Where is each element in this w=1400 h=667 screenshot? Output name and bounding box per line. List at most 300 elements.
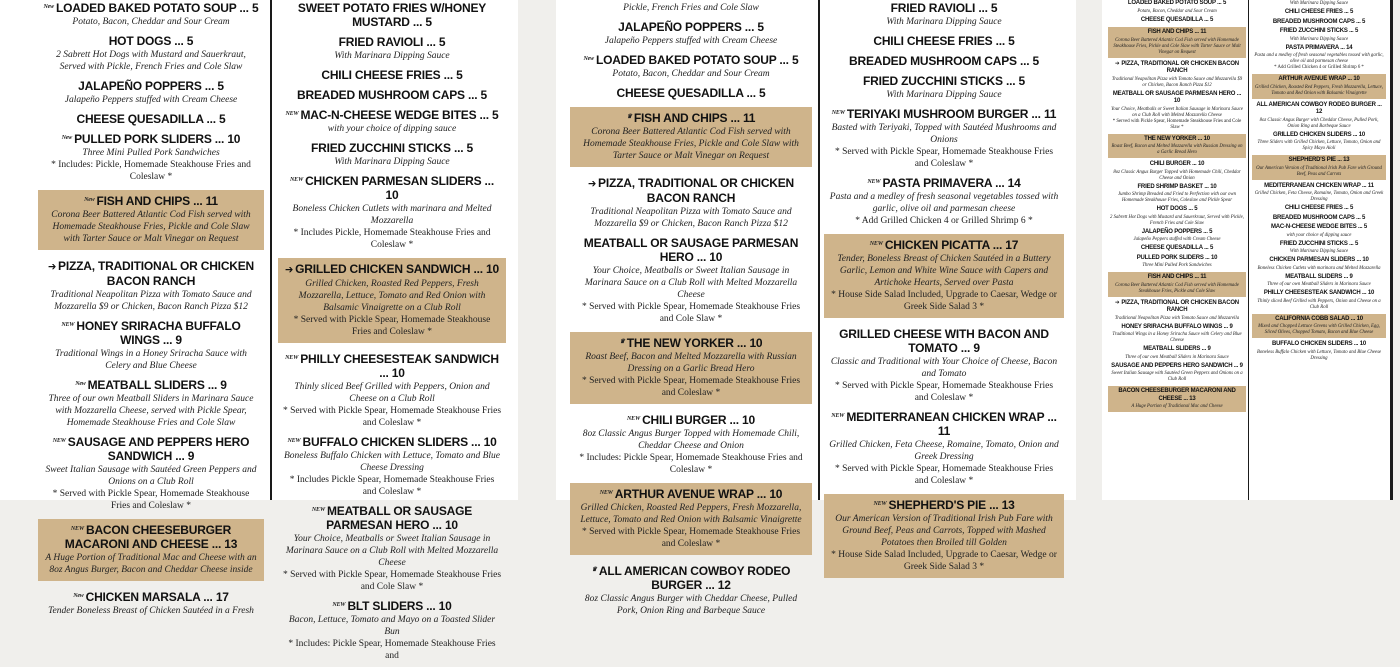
item-title	[42, 112, 260, 126]
item-title	[1111, 29, 1243, 37]
item-name-price: PIZZA, TRADITIONAL OR CHICKEN BACON RANCH	[1121, 60, 1239, 74]
item-description: Grilled Chicken, Roasted Red Peppers, Fresh Mozzarella, Lettuce, Tomato and Red Onion with Balsamic Vinaigrette	[580, 503, 802, 525]
item-description: Thinly sliced Beef Grilled with Peppers, Onion and Cheese on a Club Roll	[294, 382, 490, 404]
item-description: 2 Sabrett Hot Dogs with Mustard and Sauerkraut, Served with Pickle, French Fries and Cole Slaw	[56, 50, 246, 72]
item-name-price: JALAPEÑO POPPERS ... 5	[78, 79, 224, 93]
menu-item	[1252, 290, 1386, 311]
featured-menu-item	[824, 494, 1064, 578]
item-name-price: FISH AND CHIPS ... 11	[633, 111, 756, 125]
item-name-price: PULLED PORK SLIDERS ... 10	[74, 132, 241, 146]
item-description: with your choice of dipping sauce	[1286, 232, 1352, 238]
menu-item	[1108, 363, 1246, 384]
item-title	[1110, 0, 1244, 8]
item-note: * Served with Pickle Spear, Homemade Steakhouse Fries and Coleslaw *	[282, 406, 502, 428]
menu-item	[38, 318, 264, 373]
item-note: * House Side Salad Included, Upgrade to Caesar, Wedge or Greek Side Salad 3 *	[831, 550, 1057, 572]
menu-item	[1252, 132, 1386, 153]
menu-item	[278, 87, 506, 103]
item-description: Mixed and Chopped Lettuce Greens with Grilled Chicken, Egg, Sliced Olives, Chopped Tomato, Bacon and Blue Cheese	[1258, 324, 1380, 335]
item-title	[42, 132, 260, 146]
featured-menu-item	[570, 107, 812, 167]
item-title	[1254, 205, 1384, 213]
menu-item	[824, 106, 1064, 171]
item-title	[282, 599, 502, 613]
menu-item	[38, 377, 264, 430]
menu-item	[1108, 255, 1246, 270]
menu-item	[1252, 257, 1386, 272]
column-divider	[1248, 0, 1249, 500]
item-title	[282, 88, 502, 102]
item-name-price: LOADED BAKED POTATO SOUP ... 5	[1127, 0, 1227, 6]
item-title	[828, 34, 1060, 48]
item-name-price: LOADED BAKED POTATO SOUP ... 5	[55, 1, 259, 15]
arrow-icon: ➔	[285, 264, 294, 276]
item-title	[282, 504, 502, 532]
menu-item	[570, 563, 812, 618]
new-badge: NEW	[290, 177, 304, 183]
menu-column	[1252, 0, 1386, 364]
item-title	[42, 435, 260, 463]
item-title	[1110, 91, 1244, 106]
item-title	[1255, 76, 1383, 84]
menu-item	[1252, 9, 1386, 17]
item-name-price: SHEPHERD'S PIE ... 13	[888, 498, 1015, 512]
menu-item	[1108, 17, 1246, 25]
new-badge: NEW	[599, 490, 613, 496]
menu-item	[1252, 341, 1386, 362]
item-name-price: MAC-N-CHEESE WEDGE BITES ... 5	[300, 108, 499, 122]
new-badge: NEW	[873, 501, 887, 507]
item-name-price: CHICKEN PARMESAN SLIDERS ... 10	[1269, 257, 1369, 263]
menu-item	[824, 53, 1064, 69]
menu-panel-left	[0, 0, 518, 661]
menu-item	[1108, 245, 1246, 253]
item-name-price: HOT DOGS ... 5	[1156, 206, 1198, 212]
item-name-price: THE NEW YORKER ... 10	[626, 336, 763, 350]
menu-item	[278, 173, 506, 252]
item-name-price: FISH AND CHIPS ... 11	[96, 194, 218, 208]
menu-item	[570, 175, 812, 231]
menu-item	[570, 85, 812, 101]
item-description: Pasta and a medley of fresh seasonal vegetables tossed with garlic, olive oil and parmesan cheese	[829, 192, 1059, 214]
menu-item	[38, 78, 264, 107]
item-name-price: CHILI CHEESE FRIES ... 5	[873, 34, 1015, 48]
item-description: Traditional Wings in a Honey Sriracha Sauce with Celery and Blue Cheese	[55, 349, 247, 371]
item-name-price: CHEESE QUESADILLA ... 5	[76, 112, 226, 126]
item-name-price: HOT DOGS ... 5	[108, 34, 194, 48]
item-description: Traditional Neapolitan Pizza with Tomato Sauce and Mozzarella $9 or Chicken, Bacon Ranch Pizza $12	[590, 207, 792, 229]
item-description: Potato, Bacon, Cheddar and Sour Cream	[72, 17, 230, 27]
featured-menu-item	[1252, 314, 1386, 339]
item-name-price: CHICKEN MARSALA ... 17	[85, 590, 229, 604]
item-note: * Includes: Pickle Spear, Homemade Steakhouse Fries and	[288, 639, 496, 661]
menu-item	[824, 0, 1064, 29]
menu-column	[38, 0, 264, 622]
menu-item	[38, 258, 264, 314]
item-description: Your Choice, Meatballs or Sweet Italian Sausage in Marinara Sauce on a Club Roll with Melted Mozzarella Cheese	[1111, 106, 1243, 118]
item-description: With Marinara Dipping Sauce	[334, 51, 450, 61]
item-description: Your Choice, Meatballs or Sweet Italian Sausage in Marinara Sauce on a Club Roll with Melted Mozzarella Cheese	[285, 534, 499, 568]
item-description: Traditional Neapolitan Pizza with Tomato Sauce and Mozzarella $9 or Chicken, Bacon Ranch Pizza $12	[50, 290, 252, 312]
item-name-price: CHICKEN PARMESAN SLIDERS ... 10	[305, 174, 494, 202]
item-title	[282, 435, 502, 449]
item-description: With Marinara Dipping Sauce	[886, 90, 1002, 100]
item-title	[1110, 161, 1244, 169]
menu-item	[38, 589, 264, 618]
item-description: Pickle, French Fries and Cole Slaw	[623, 3, 759, 13]
item-description: Boneless Chicken Cutlets with marinara and Melted Mozzarella	[1257, 265, 1381, 271]
item-description: 8oz Classic Angus Burger with Cheddar Cheese, Pulled Pork, Onion Ring and Barbeque Sauce	[1259, 117, 1379, 129]
item-title	[42, 1, 260, 15]
item-description: Roast Beef, Bacon and Melted Mozzarella with Russian Dressing on a Garlic Bread Hero	[585, 352, 797, 374]
item-title	[1110, 245, 1244, 253]
item-title	[1255, 157, 1383, 165]
item-name-price: CHILI CHEESE FRIES ... 5	[1284, 205, 1354, 211]
item-name-price: ARTHUR AVENUE WRAP ... 10	[614, 487, 783, 501]
item-title	[574, 86, 808, 100]
menu-item	[278, 598, 506, 663]
new-badge: NEW	[867, 179, 881, 185]
item-note: * Served with Pickle Spear, Homemade Steakhouse Fries and Coleslaw *	[834, 464, 1054, 486]
item-note: * Served with Pickle Spear, Homemade Steakhouse Fries and Cole Slaw *	[1112, 118, 1242, 130]
item-title	[1254, 274, 1384, 282]
item-title	[44, 194, 258, 208]
item-name-price: MEDITERRANEAN CHICKEN WRAP ... 11	[846, 410, 1057, 438]
menu-item	[1252, 205, 1386, 213]
item-title	[44, 523, 258, 551]
menu-item	[824, 175, 1064, 228]
menu-item	[1252, 274, 1386, 289]
item-name-price: FRIED ZUCCHINI STICKS ... 5	[311, 141, 473, 155]
item-description: Three of our own Meatball Sliders in Marinara Sauce	[1125, 354, 1229, 360]
item-description: Three Sliders with Grilled Chicken, Lettuce, Tomato, Onion and Spicy Mayo Aioli	[1257, 140, 1381, 151]
new-badge: NEW	[311, 507, 325, 513]
item-name-price: MEATBALL SLIDERS ... 9	[87, 378, 227, 392]
item-name-price: FRIED RAVIOLI ... 5	[338, 35, 446, 49]
item-title	[828, 176, 1060, 190]
item-name-price: BLT SLIDERS ... 10	[347, 599, 452, 613]
featured-menu-item	[1108, 386, 1246, 412]
new-badge: NEW	[287, 438, 301, 444]
menu-item	[38, 131, 264, 184]
item-description: Traditional Wings in a Honey Sriracha Sauce with Celery and Blue Cheese	[1112, 332, 1242, 343]
item-description: 8oz Classic Angus Burger Topped with Homemade Chili, Cheddar Cheese and Onion	[582, 429, 800, 451]
new-badge: NEW	[831, 110, 845, 116]
item-description: Traditional Neapolitan Pizza with Tomato Sauce and Mozzarella	[1114, 315, 1240, 321]
item-title	[1110, 206, 1244, 214]
new-badge: NEW	[869, 241, 883, 247]
item-title	[42, 79, 260, 93]
menu-item	[278, 351, 506, 430]
item-title	[282, 35, 502, 49]
item-title	[1254, 19, 1384, 27]
item-name-price: JALAPEÑO POPPERS ... 5	[1141, 228, 1213, 235]
item-note: * Served with Pickle Spear, Homemade Steakhouse Fries and Coleslaw *	[581, 376, 801, 398]
menu-item	[38, 111, 264, 127]
new-badge: New	[75, 381, 86, 387]
item-title	[282, 108, 502, 122]
item-description: Traditional Neapolitan Pizza with Tomato Sauce and Mozzarella $9 or Chicken, Bacon Ranch Pizza $12	[1111, 76, 1243, 88]
item-name-price: ALL AMERICAN COWBOY RODEO BURGER ... 12	[1256, 101, 1382, 115]
item-note: * Served with Pickle Spear, Homemade Steakhouse Fries and Coleslaw *	[293, 315, 491, 337]
item-title	[828, 327, 1060, 355]
item-note: * Add Grilled Chicken 4 or Grilled Shrimp 6 *	[855, 216, 1033, 226]
menu-item	[278, 107, 506, 136]
menu-item	[1108, 206, 1246, 227]
item-title	[1254, 290, 1384, 298]
menu-item	[1252, 102, 1386, 130]
item-title	[1254, 224, 1384, 232]
menu-item	[824, 33, 1064, 49]
item-name-price: PHILLY CHEESESTEAK SANDWICH ... 10	[300, 352, 499, 380]
item-title	[282, 141, 502, 155]
item-name-price: FRIED ZUCCHINI STICKS ... 5	[863, 74, 1025, 88]
item-description: Potato, Bacon, Cheddar and Sour Cream	[612, 69, 770, 79]
item-name-price: FRIED RAVIOLI ... 5	[890, 1, 998, 15]
item-name-price: TERIYAKI MUSHROOM BURGER ... 11	[846, 107, 1057, 121]
arrow-icon: ➔	[587, 178, 597, 190]
item-description: with your choice of dipping sauce	[327, 124, 457, 134]
item-description: Roast Beef, Bacon and Melted Mozzarella with Russian Dressing on a Garlic Bread Hero	[1111, 144, 1243, 155]
menu-item	[1108, 91, 1246, 131]
item-title	[282, 174, 502, 202]
item-note: * House Side Salad Included, Upgrade to Caesar, Wedge or Greek Side Salad 3 *	[831, 290, 1057, 312]
item-description: With Marinara Dipping Sauce	[1289, 36, 1349, 42]
item-title	[1110, 255, 1244, 263]
item-name-price: ALL AMERICAN COWBOY RODEO BURGER ... 12	[598, 564, 791, 592]
item-name-price: GRILLED CHEESE WITH BACON AND TOMATO ... 9	[839, 327, 1049, 355]
item-title	[574, 564, 808, 592]
item-description: Three of our own Meatball Sliders in Marinara Sauce with Mozzarella Cheese, served with Pickle Spear, Homemade Steakhouse Fries and Cole Slaw	[48, 394, 254, 428]
item-title	[1254, 241, 1384, 249]
item-description: Boneless Buffalo Chicken with Lettuce, Tomato and Blue Cheese Dressing	[1256, 349, 1382, 361]
item-description: Jumbo Shrimp Breaded and Fried to Perfection with our own Homemade Steakhouse Fries, Coleslaw and Pickle Spear	[1118, 192, 1236, 203]
menu-item	[570, 52, 812, 81]
crown-icon: ♛	[591, 567, 597, 573]
menu-item	[570, 235, 812, 326]
item-title	[42, 34, 260, 48]
featured-menu-item	[38, 519, 264, 581]
item-title	[576, 111, 806, 125]
menu-item	[1252, 224, 1386, 239]
item-description: Pasta and a medley of fresh seasonal vegetables tossed with garlic, olive oil and parmesan cheese	[1254, 53, 1384, 64]
item-name-price: PASTA PRIMAVERA ... 14	[882, 176, 1021, 190]
new-badge: NEW	[332, 602, 346, 608]
new-badge: New	[73, 593, 84, 599]
menu-item	[278, 503, 506, 594]
menu-item	[570, 19, 812, 48]
item-name-price: FISH AND CHIPS ... 11	[1147, 29, 1207, 35]
new-badge: NEW	[285, 355, 299, 361]
menu-item	[278, 34, 506, 63]
item-title	[1254, 215, 1384, 223]
featured-menu-item	[278, 258, 506, 343]
menu-column	[570, 0, 812, 622]
featured-menu-item	[1108, 272, 1246, 297]
featured-menu-item	[1252, 74, 1386, 99]
item-title	[1110, 17, 1244, 25]
item-name-price: ARTHUR AVENUE WRAP ... 10	[1278, 76, 1360, 82]
item-name-price: FRIED SHRIMP BASKET ... 10	[1137, 183, 1217, 190]
item-description: Jalapeño Peppers stuffed with Cream Cheese	[604, 36, 778, 46]
item-name-price: SHEPHERD'S PIE ... 13	[1288, 157, 1350, 163]
new-badge: NEW	[627, 416, 641, 422]
menu-item	[570, 0, 812, 15]
item-name-price: LOADED BAKED POTATO SOUP ... 5	[595, 53, 799, 67]
menu-item	[1252, 45, 1386, 72]
item-name-price: SWEET POTATO FRIES W/HONEY MUSTARD ... 5	[297, 1, 487, 29]
item-name-price: MEATBALL OR SAUSAGE PARMESAN HERO ... 10	[326, 504, 473, 532]
item-title	[1111, 136, 1243, 144]
menu-item	[1252, 215, 1386, 223]
item-name-price: FRIED ZUCCHINI STICKS ... 5	[1279, 240, 1359, 247]
item-description: Classic and Traditional with Your Choice of Cheese, Bacon and Tomato	[830, 357, 1058, 379]
item-title	[1255, 316, 1383, 324]
item-name-price: PULLED PORK SLIDERS ... 10	[1136, 254, 1218, 261]
item-name-price: CHILI CHEESE FRIES ... 5	[1284, 9, 1354, 15]
item-title	[1110, 363, 1244, 371]
new-badge: New	[43, 4, 54, 10]
item-title	[42, 319, 260, 347]
item-description: Grilled Chicken, Roasted Red Peppers, Fresh Mozzarella, Lettuce, Tomato and Red Onion with Balsamic Vinaigrette	[1255, 84, 1383, 96]
item-name-price: CHILI BURGER ... 10	[1149, 161, 1205, 167]
item-description: Thinly sliced Beef Grilled with Peppers, Onion and Cheese on a Club Roll	[1257, 298, 1381, 310]
item-title	[828, 1, 1060, 15]
item-description: Sweet Italian Sausage with Sautéed Green Peppers and Onions on a Club Roll	[1111, 371, 1243, 382]
item-title	[828, 410, 1060, 438]
item-title	[1254, 102, 1384, 117]
column-divider	[270, 0, 272, 500]
item-description: Basted with Teriyaki, Topped with Sautéed Mushrooms and Onions	[831, 123, 1057, 145]
item-note: * Served with Pickle Spear, Homemade Steakhouse Fries and Cole Slaw *	[282, 570, 502, 592]
menu-column	[824, 0, 1064, 586]
item-name-price: CHEESE QUESADILLA ... 5	[1140, 16, 1214, 23]
menu-item	[1108, 184, 1246, 205]
item-title	[828, 74, 1060, 88]
menu-item	[38, 434, 264, 513]
item-name-price: PHILLY CHEESESTEAK SANDWICH ... 10	[1263, 290, 1375, 296]
item-description: Three Mini Pulled Pork Sandwiches	[1142, 263, 1212, 268]
item-title	[1254, 9, 1384, 17]
item-note: * Served with Pickle Spear, Homemade Steakhouse Fries and Coleslaw *	[581, 527, 801, 549]
item-title	[1110, 229, 1244, 237]
item-description: 2 Sabrett Hot Dogs with Mustard and Sauerkraut, Served with Pickle, French Fries and Cole Slaw	[1110, 214, 1244, 226]
item-description: Corona Beer Battered Atlantic Cod Fish served with Homemade Steakhouse Fries, Pickle and Cole Slaw	[1115, 282, 1239, 294]
item-title	[830, 238, 1058, 252]
item-description: Our American Version of Traditional Irish Pub Fare with Ground Beef, Peas and Carrots, Topped with Mashed Potatoes then Broiled till Golden	[835, 514, 1053, 548]
item-name-price: BREADED MUSHROOM CAPS ... 5	[849, 54, 1039, 68]
item-title	[830, 498, 1058, 512]
item-name-price: CHILI CHEESE FRIES ... 5	[321, 68, 463, 82]
item-name-price: GRILLED CHICKEN SANDWICH ... 10	[295, 262, 499, 276]
menu-item	[1108, 61, 1246, 89]
item-name-price: SAUSAGE AND PEPPERS HERO SANDWICH ... 9	[1111, 362, 1243, 369]
item-note: * Add Grilled Chicken 4 or Grilled Shrimp 6 *	[1274, 65, 1364, 70]
item-title	[1254, 257, 1384, 265]
item-name-price: SAUSAGE AND PEPPERS HERO SANDWICH ... 9	[67, 435, 250, 463]
item-name-price: CALIFORNIA COBB SALAD ... 10	[1275, 315, 1363, 322]
item-name-price: FRIED ZUCCHINI STICKS ... 5	[1279, 28, 1359, 34]
item-name-price: BACON CHEESEBURGER MACARONI AND CHEESE ... 13	[64, 523, 238, 551]
item-description: Tender, Boneless Breast of Chicken Sautéed in a Buttery Garlic, Lemon and White Wine Sauce with Capers and Artichoke Hearts, Served over Pasta	[837, 254, 1051, 288]
item-title	[1111, 388, 1243, 403]
arrow-icon: ➔	[1115, 299, 1120, 306]
new-badge: New	[583, 56, 594, 62]
item-name-price: THE NEW YORKER ... 10	[1144, 135, 1210, 142]
item-title	[574, 20, 808, 34]
item-description: Jalapeño Peppers stuffed with Cream Cheese	[1133, 237, 1221, 242]
crown-icon: ♛	[619, 339, 625, 345]
item-description: Sweet Italian Sausage with Sautéed Green Peppers and Onions on a Club Roll	[45, 465, 257, 487]
item-description: 8oz Classic Angus Burger with Cheddar Cheese, Pulled Pork, Onion Ring and Barbeque Sauce	[584, 594, 798, 616]
menu-item	[1252, 1, 1386, 7]
item-description: A Huge Portion of Traditional Mac and Cheese with an 8oz Angus Burger, Bacon and Cheddar Cheese inside	[45, 553, 257, 575]
item-name-price: HONEY SRIRACHA BUFFALO WINGS ... 9	[1121, 323, 1233, 330]
item-description: Jalapeño Peppers stuffed with Cream Cheese	[64, 95, 238, 105]
item-name-price: GRILLED CHICKEN SLIDERS ... 10	[1272, 131, 1365, 138]
item-title	[42, 590, 260, 604]
item-description: Boneless Buffalo Chicken with Lettuce, Tomato and Blue Cheese Dressing	[283, 451, 500, 473]
new-badge: New	[84, 197, 95, 203]
item-name-price: MEATBALL OR SAUSAGE PARMESAN HERO ... 10	[583, 236, 799, 264]
item-description: Grilled Chicken, Roasted Red Peppers, Fresh Mozzarella, Lettuce, Tomato and Red Onion with Balsamic Vinaigrette on a Club Roll	[298, 279, 486, 313]
item-title	[42, 259, 260, 288]
item-description: Grilled Chicken, Feta Cheese, Romaine, Tomato, Onion and Greek Dressing	[1254, 191, 1384, 202]
item-title	[576, 336, 806, 350]
featured-menu-item	[570, 332, 812, 404]
menu-item	[1108, 324, 1246, 345]
item-name-price: CHEESE QUESADILLA ... 5	[616, 86, 766, 100]
featured-menu-item	[824, 234, 1064, 318]
menu-item	[1252, 183, 1386, 204]
item-name-price: BACON CHEESEBURGER MACARONI AND CHEESE ... 13	[1118, 388, 1236, 402]
menu-item	[1108, 300, 1246, 322]
item-description: Your Choice, Meatballs or Sweet Italian Sausage in Marinara Sauce on a Club Roll with Melted Mozzarella Cheese	[584, 266, 798, 300]
item-description: With Marinara Dipping Sauce	[886, 17, 1002, 27]
menu-item	[1108, 161, 1246, 182]
item-title	[576, 487, 806, 501]
arrow-icon: ➔	[1115, 60, 1120, 67]
arrow-icon: ➔	[47, 261, 57, 273]
menu-item	[278, 140, 506, 169]
item-description: Corona Beer Battered Atlantic Cod Fish served with Homemade Steakhouse Fries, Pickle and Cole Slaw with Tarter Sauce or Malt Vinegar on Request	[1113, 37, 1241, 55]
item-name-price: CHICKEN PICATTA ... 17	[884, 238, 1019, 252]
new-badge: NEW	[831, 413, 845, 419]
item-title	[574, 53, 808, 67]
item-title	[1254, 341, 1384, 349]
menu-column	[278, 0, 506, 667]
item-description: With Marinara Dipping Sauce	[1289, 1, 1349, 6]
page-edge	[1390, 0, 1393, 500]
item-description: Three of our own Meatball Sliders in Marinara Sauce	[1267, 282, 1371, 287]
item-name-price: PIZZA, TRADITIONAL OR CHICKEN BACON RANCH	[1121, 299, 1239, 313]
item-name-price: CHEESE QUESADILLA ... 5	[1140, 245, 1214, 251]
item-description: Potato, Bacon, Cheddar and Sour Cream	[1137, 8, 1217, 14]
menu-item	[824, 326, 1064, 405]
item-title	[282, 352, 502, 380]
item-name-price: MAC-N-CHEESE WEDGE BITES ... 5	[1270, 224, 1367, 230]
item-title	[1254, 45, 1384, 53]
menu-panel-thumbnail	[1102, 0, 1392, 500]
item-name-price: MEATBALL OR SAUSAGE PARMESAN HERO ... 10	[1112, 90, 1242, 104]
item-name-price: BREADED MUSHROOM CAPS ... 5	[1272, 18, 1366, 25]
item-title	[42, 378, 260, 392]
featured-menu-item	[570, 483, 812, 555]
item-title	[1110, 324, 1244, 332]
menu-item	[1252, 241, 1386, 256]
item-description: Three Mini Pulled Pork Sandwiches	[82, 148, 220, 158]
item-title	[1110, 300, 1244, 315]
